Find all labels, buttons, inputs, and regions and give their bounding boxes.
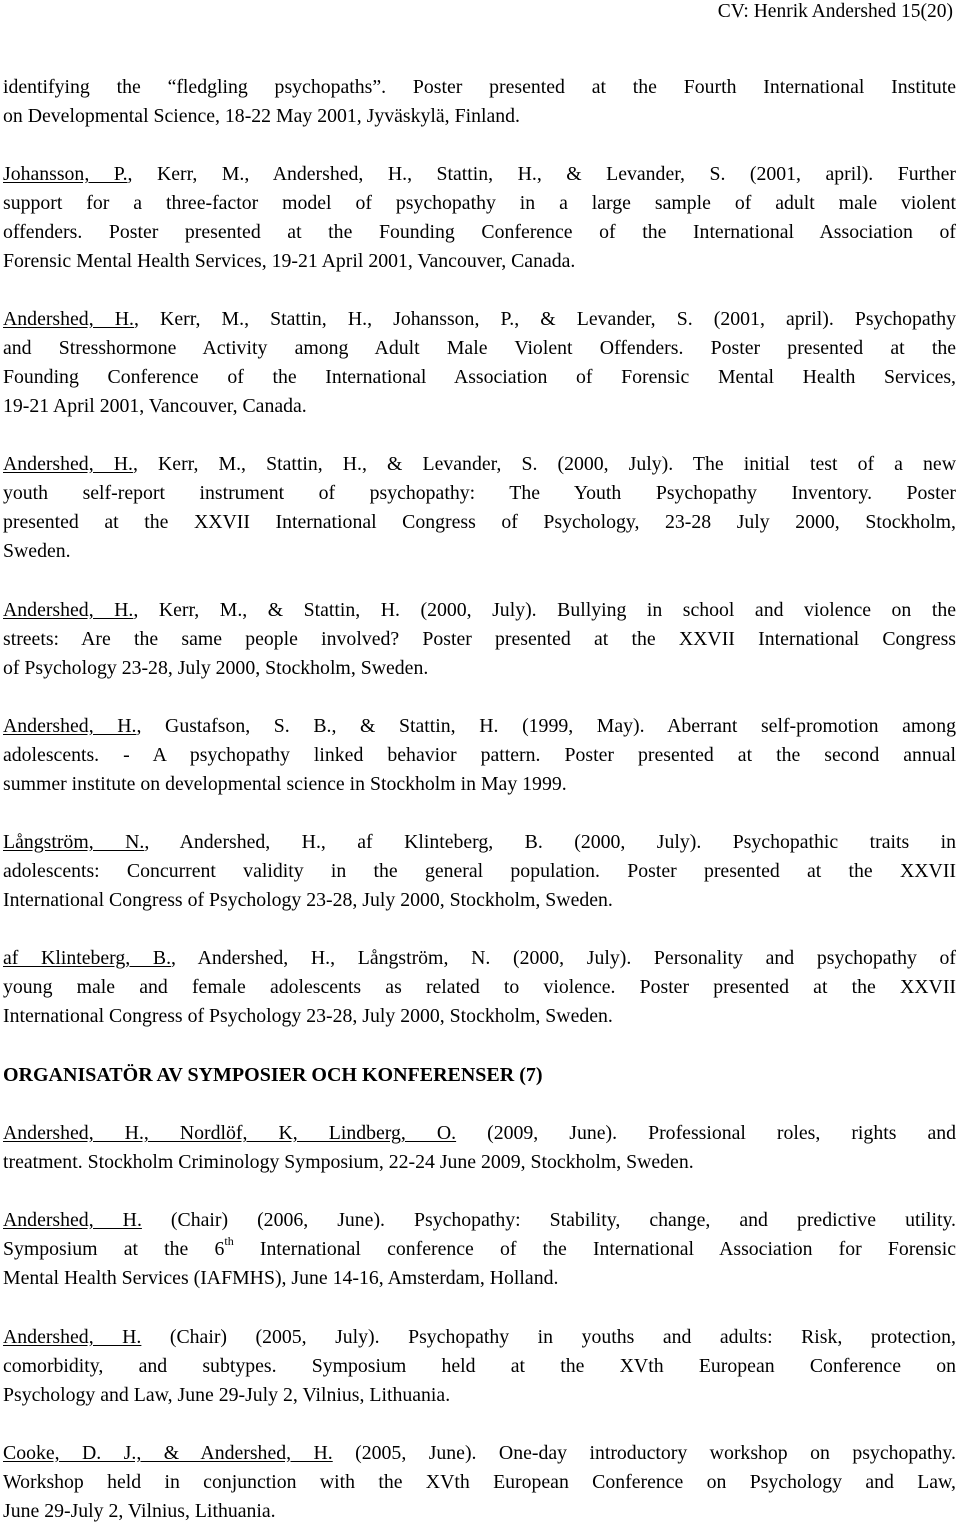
- section-heading: ORGANISATÖR AV SYMPOSIER OCH KONFERENSER (7): [3, 1064, 543, 1086]
- entry-line: Andershed, H. (Chair) (2006, June). Psychopathy: Stability, change, and predictive utility.: [3, 1209, 956, 1231]
- entry-author: af Klinteberg, B.: [3, 947, 172, 969]
- entry-line: Workshop held in conjunction with the XVth European Conference on Psychology and Law,: [3, 1471, 956, 1493]
- entry-line: Mental Health Services (IAFMHS), June 14-16, Amsterdam, Holland.: [3, 1267, 559, 1289]
- entry-line: treatment. Stockholm Criminology Symposium, 22-24 June 2009, Stockholm, Sweden.: [3, 1151, 694, 1173]
- entry-author: Andershed, H., Nordlöf, K, Lindberg, O.: [3, 1122, 457, 1144]
- entry-line: Andershed, H., Gustafson, S. B., & Stattin, H. (1999, May). Aberrant self-promotion among: [3, 715, 956, 737]
- entry-line: International Congress of Psychology 23-28, July 2000, Stockholm, Sweden.: [3, 889, 613, 911]
- entry-line: on Developmental Science, 18-22 May 2001, Jyväskylä, Finland.: [3, 105, 520, 127]
- entry-author: Andershed, H.: [3, 715, 137, 737]
- entry-line: Johansson, P., Kerr, M., Andershed, H., Stattin, H., & Levander, S. (2001, april). Further: [3, 163, 956, 185]
- entry-line: International Congress of Psychology 23-28, July 2000, Stockholm, Sweden.: [3, 1005, 613, 1027]
- entry-line: Andershed, H. (Chair) (2005, July). Psychopathy in youths and adults: Risk, protection,: [3, 1326, 956, 1348]
- entry-line: 19-21 April 2001, Vancouver, Canada.: [3, 395, 307, 417]
- entry-author: Andershed, H.: [3, 1209, 142, 1231]
- entry-author: Andershed, H.: [3, 453, 133, 475]
- superscript: th: [224, 1234, 234, 1249]
- entry-line: Andershed, H., Nordlöf, K, Lindberg, O. (2009, June). Professional roles, rights and: [3, 1122, 957, 1144]
- entry-author: Cooke, D. J., & Andershed, H.: [3, 1442, 333, 1464]
- entry-line: adolescents. - A psychopathy linked behavior pattern. Poster presented at the second annual: [3, 744, 956, 766]
- entry-line: June 29-July 2, Vilnius, Lithuania.: [3, 1500, 276, 1522]
- entry-line: streets: Are the same people involved? Poster presented at the XXVII International Congress: [3, 628, 956, 650]
- entry-line: presented at the XXVII International Congress of Psychology, 23-28 July 2000, Stockholm,: [3, 511, 956, 533]
- entry-line: comorbidity, and subtypes. Symposium held at the XVth European Conference on: [3, 1355, 956, 1377]
- entry-line: Psychology and Law, June 29-July 2, Vilnius, Lithuania.: [3, 1384, 451, 1406]
- entry-line: support for a three-factor model of psychopathy in a large sample of adult male violent: [3, 192, 956, 214]
- entry-author: Långström, N.: [3, 831, 145, 853]
- entry-line: of Psychology 23-28, July 2000, Stockholm, Sweden.: [3, 657, 429, 679]
- entry-author: Andershed, H.: [3, 599, 134, 621]
- entry-line: offenders. Poster presented at the Founding Conference of the International Association of: [3, 221, 956, 243]
- entry-line: Andershed, H., Kerr, M., Stattin, H., & Levander, S. (2000, July). The initial test of a new: [3, 453, 956, 475]
- entry-line: adolescents: Concurrent validity in the general population. Poster presented at the XXVII: [3, 860, 956, 882]
- entry-line: summer institute on developmental science in Stockholm in May 1999.: [3, 773, 567, 795]
- entry-line: young male and female adolescents as related to violence. Poster presented at the XXVII: [3, 976, 956, 998]
- entry-line: Symposium at the 6th International conference of the International Association for Forensic: [3, 1234, 957, 1260]
- entry-author: Johansson, P.: [3, 163, 128, 185]
- entry-line: and Stresshormone Activity among Adult Male Violent Offenders. Poster presented at the: [3, 337, 956, 359]
- entry-line: youth self-report instrument of psychopathy: The Youth Psychopathy Inventory. Poster: [3, 482, 956, 504]
- page-header-running-title: CV: Henrik Andershed 15(20): [717, 1, 953, 22]
- entry-line: Sweden.: [3, 540, 71, 562]
- entry-author: Andershed, H.: [3, 1326, 142, 1348]
- entry-line: Forensic Mental Health Services, 19-21 April 2001, Vancouver, Canada.: [3, 250, 576, 272]
- entry-line: af Klinteberg, B., Andershed, H., Långström, N. (2000, July). Personality and psychopathy of: [3, 947, 957, 969]
- entry-line: Andershed, H., Kerr, M., Stattin, H., Johansson, P., & Levander, S. (2001, april). Psychopathy: [3, 308, 956, 330]
- entry-author: Andershed, H.: [3, 308, 134, 330]
- entry-line: identifying the “fledgling psychopaths”. Poster presented at the Fourth International Institute: [3, 76, 956, 98]
- entry-line: Andershed, H., Kerr, M., & Stattin, H. (2000, July). Bullying in school and violence on the: [3, 599, 956, 621]
- entry-line: Founding Conference of the International Association of Forensic Mental Health Services,: [3, 366, 956, 388]
- entry-line: Långström, N., Andershed, H., af Klinteberg, B. (2000, July). Psychopathic traits in: [3, 831, 956, 853]
- entry-line: Cooke, D. J., & Andershed, H. (2005, June). One-day introductory workshop on psychopathy.: [3, 1442, 956, 1464]
